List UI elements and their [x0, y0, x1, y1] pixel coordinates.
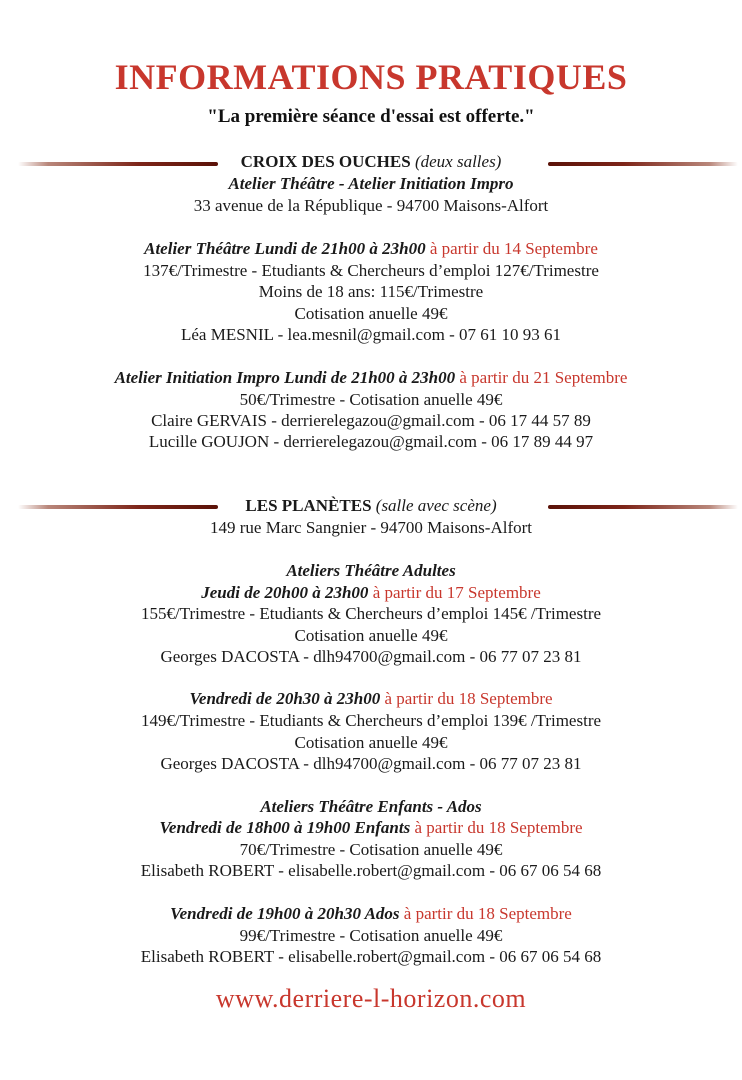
start-date: à partir du 18 Septembre — [384, 689, 553, 708]
schedule-line — [0, 238, 742, 260]
price-line: 155€/Trimestre - Etudiants & Chercheurs d’emploi 145€ /Trimestre — [140, 604, 602, 623]
page-title: INFORMATIONS PRATIQUES — [114, 57, 628, 97]
contact-line: Lucille GOUJON - derrierelegazou@gmail.com - 06 17 89 44 97 — [148, 432, 594, 451]
start-date: à partir du 18 Septembre — [403, 904, 572, 923]
venue-heading-croix — [0, 151, 742, 173]
contact-line: Elisabeth ROBERT - elisabelle.robert@gmail.com - 06 67 06 54 68 — [140, 861, 602, 880]
start-date: à partir du 21 Septembre — [459, 368, 628, 387]
start-date: à partir du 18 Septembre — [414, 818, 583, 837]
contact-line: Claire GERVAIS - derrierelegazou@gmail.com - 06 17 44 57 89 — [151, 411, 591, 430]
schedule-text: Vendredi de 18h00 à 19h00 Enfants — [159, 818, 411, 837]
start-date: à partir du 17 Septembre — [372, 583, 541, 602]
section-title-enfants: Ateliers Théâtre Enfants - Ados — [260, 797, 482, 816]
price-line: 70€/Trimestre - Cotisation anuelle 49€ — [239, 840, 503, 859]
schedule-text: Atelier Initiation Impro Lundi de 21h00 à 23h00 — [114, 368, 456, 387]
schedule-line — [0, 688, 742, 710]
cotisation-line: Cotisation anuelle 49€ — [294, 626, 448, 645]
contact-line: Georges DACOSTA - dlh94700@gmail.com - 06 77 07 23 81 — [160, 647, 582, 666]
website-link[interactable]: www.derriere-l-horizon.com — [215, 984, 527, 1013]
contact-line: Elisabeth ROBERT - elisabelle.robert@gmail.com - 06 67 06 54 68 — [140, 947, 602, 966]
schedule-text: Vendredi de 20h30 à 23h00 — [189, 689, 381, 708]
venue-address: 149 rue Marc Sangnier - 94700 Maisons-Alfort — [210, 518, 532, 537]
schedule-line — [0, 367, 742, 389]
under18-line: Moins de 18 ans: 115€/Trimestre — [258, 282, 484, 301]
free-trial-quote: "La première séance d'essai est offerte." — [207, 106, 535, 127]
contact-line: Georges DACOSTA - dlh94700@gmail.com - 06 77 07 23 81 — [160, 754, 582, 773]
schedule-line — [0, 582, 742, 604]
venue-heading-planetes — [0, 495, 742, 517]
venue-name: CROIX DES OUCHES — [240, 152, 411, 171]
cotisation-line: Cotisation anuelle 49€ — [294, 304, 448, 323]
price-line: 149€/Trimestre - Etudiants & Chercheurs d’emploi 139€ /Trimestre — [140, 711, 602, 730]
venue-name: LES PLANÈTES — [245, 496, 372, 515]
venue-subtitle: Atelier Théâtre - Atelier Initiation Impro — [228, 174, 514, 193]
price-line: 137€/Trimestre - Etudiants & Chercheurs d’emploi 127€/Trimestre — [143, 261, 599, 280]
start-date: à partir du 14 Septembre — [429, 239, 598, 258]
contact-line: Léa MESNIL - lea.mesnil@gmail.com - 07 61 10 93 61 — [181, 325, 561, 344]
schedule-line — [0, 817, 742, 839]
schedule-line — [0, 903, 742, 925]
schedule-text: Vendredi de 19h00 à 20h30 Ados — [170, 904, 400, 923]
schedule-text: Atelier Théâtre Lundi de 21h00 à 23h00 — [144, 239, 426, 258]
price-line: 99€/Trimestre - Cotisation anuelle 49€ — [239, 926, 503, 945]
venue-note: (deux salles) — [414, 152, 502, 171]
venue-note: (salle avec scène) — [375, 496, 497, 515]
cotisation-line: Cotisation anuelle 49€ — [294, 733, 448, 752]
schedule-text: Jeudi de 20h00 à 23h00 — [201, 583, 369, 602]
venue-address: 33 avenue de la République - 94700 Maisons-Alfort — [193, 196, 549, 215]
section-title-adultes: Ateliers Théâtre Adultes — [286, 561, 456, 580]
price-line: 50€/Trimestre - Cotisation anuelle 49€ — [239, 390, 503, 409]
